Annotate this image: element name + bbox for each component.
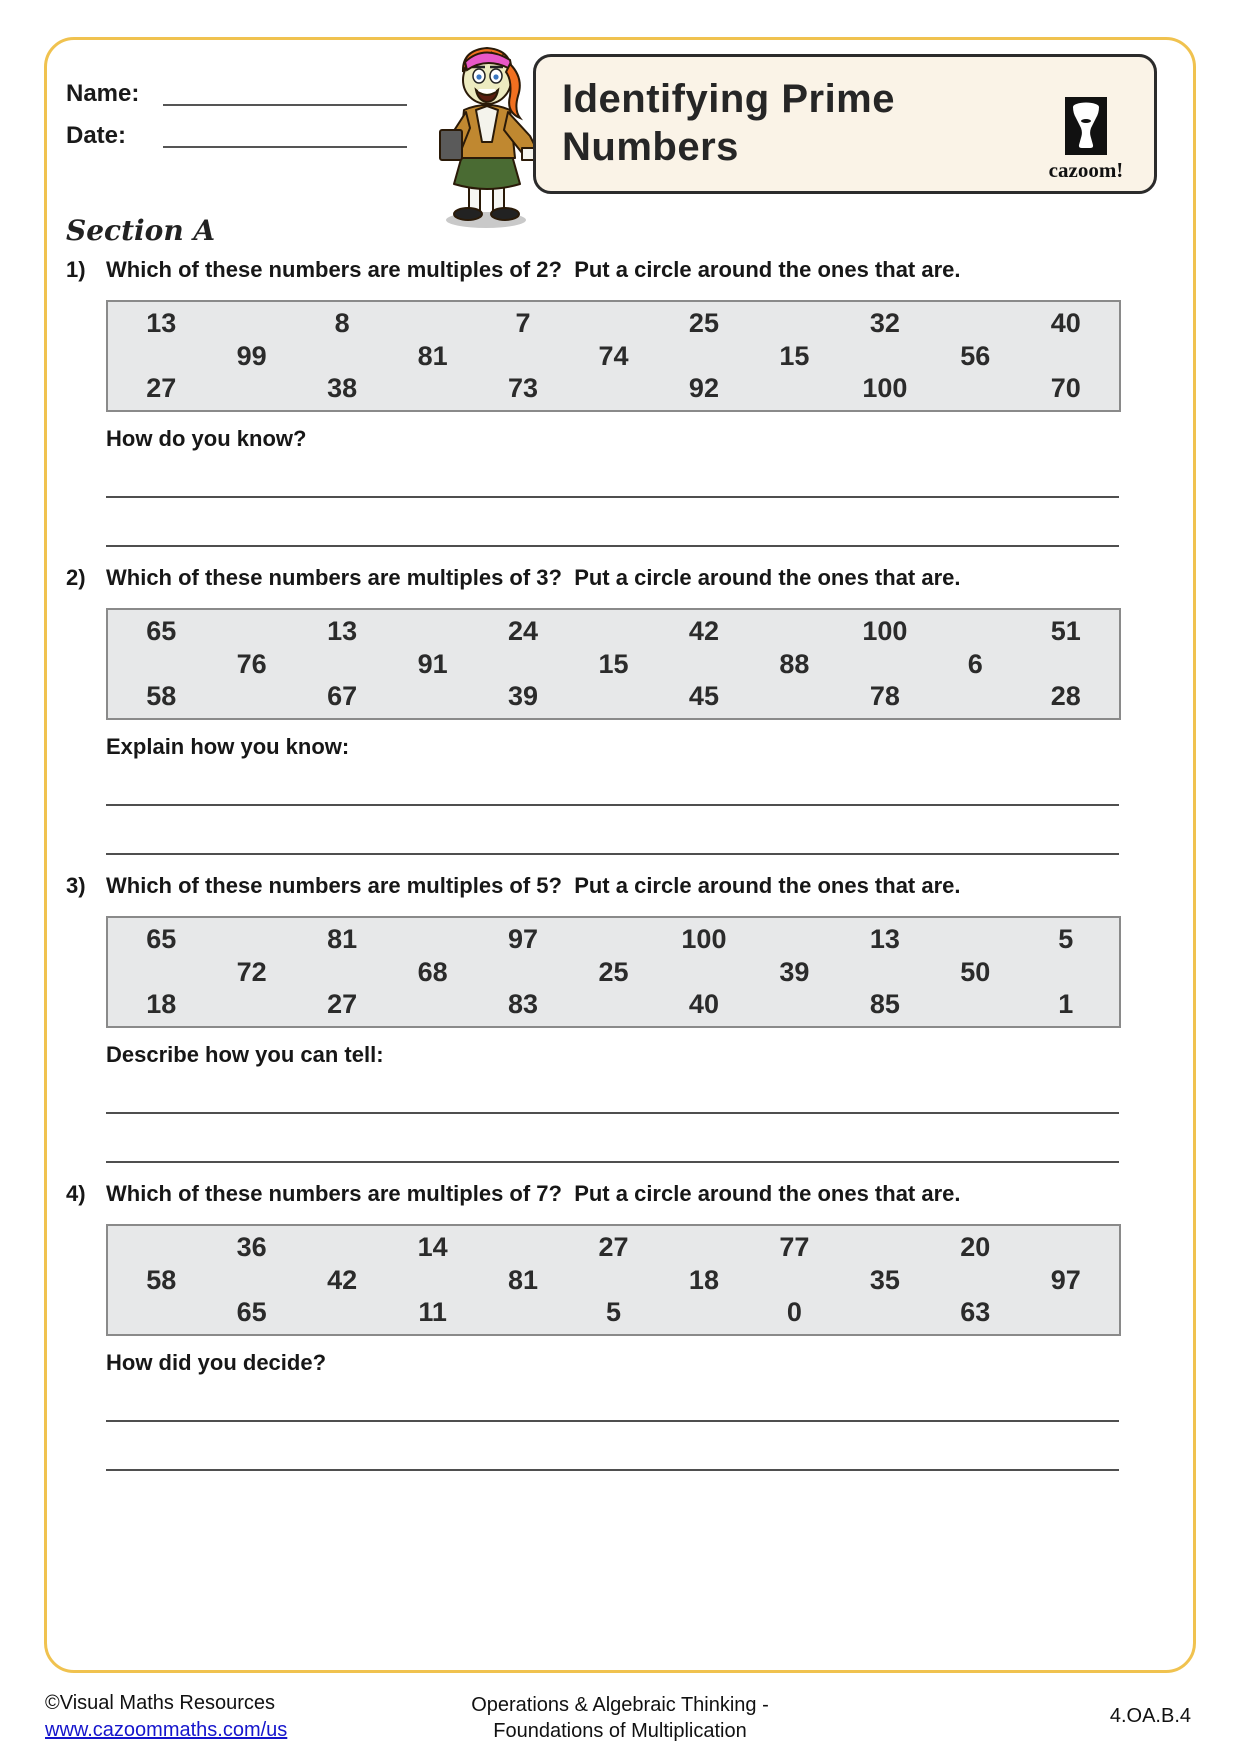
question-2-text xyxy=(66,564,1128,592)
question-1-number-box xyxy=(106,300,1121,412)
number-cell[interactable]: 1 xyxy=(1058,989,1074,1020)
question-number: 4) xyxy=(66,1181,86,1206)
question-3 xyxy=(66,872,1128,1163)
name-label: Name: xyxy=(66,80,140,107)
number-cell[interactable]: 8 xyxy=(334,307,350,338)
number-cell[interactable]: 15 xyxy=(779,340,810,371)
number-cell[interactable]: 7 xyxy=(515,307,531,338)
cazoom-website-link[interactable]: www.cazoommaths.com/us xyxy=(45,1719,288,1741)
number-cell[interactable]: 13 xyxy=(327,615,358,646)
number-cell[interactable]: 78 xyxy=(869,681,900,712)
number-cell[interactable]: 18 xyxy=(146,989,177,1020)
question-2 xyxy=(66,564,1128,855)
number-cell[interactable]: 100 xyxy=(862,615,908,646)
number-cell[interactable]: 25 xyxy=(598,956,629,987)
number-cell[interactable]: 68 xyxy=(417,956,448,987)
number-cell[interactable]: 39 xyxy=(508,681,539,712)
number-cell[interactable]: 20 xyxy=(960,1231,991,1262)
number-cell[interactable]: 28 xyxy=(1050,681,1081,712)
cazoom-logo xyxy=(1038,97,1134,183)
number-cell[interactable]: 36 xyxy=(236,1231,267,1262)
question-3-number-box xyxy=(106,916,1121,1028)
number-cell[interactable]: 74 xyxy=(598,340,629,371)
number-cell[interactable]: 6 xyxy=(967,648,983,679)
standard-code: 4.OA.B.4 xyxy=(1109,1705,1191,1727)
number-cell[interactable]: 97 xyxy=(1050,1264,1081,1295)
number-cell[interactable]: 81 xyxy=(327,923,358,954)
number-cell[interactable]: 58 xyxy=(146,681,177,712)
number-cell[interactable]: 35 xyxy=(869,1264,900,1295)
number-cell[interactable]: 63 xyxy=(960,1297,991,1328)
number-cell[interactable]: 65 xyxy=(236,1297,267,1328)
number-cell[interactable]: 14 xyxy=(417,1231,448,1262)
number-cell[interactable]: 81 xyxy=(417,340,448,371)
number-cell[interactable]: 67 xyxy=(327,681,358,712)
number-cell[interactable]: 97 xyxy=(508,923,539,954)
djembe-drum-icon xyxy=(1065,97,1107,155)
question-statement: Which of these numbers are multiples of 3? Put a circle around the ones that are. xyxy=(106,565,961,590)
number-cell[interactable]: 24 xyxy=(508,615,539,646)
number-cell[interactable]: 73 xyxy=(508,373,539,404)
question-number: 3) xyxy=(66,873,86,898)
number-cell[interactable]: 100 xyxy=(681,923,727,954)
number-cell[interactable]: 18 xyxy=(688,1264,719,1295)
date-field-line[interactable] xyxy=(163,146,407,148)
answer-line[interactable] xyxy=(106,1420,1119,1422)
number-cell[interactable]: 45 xyxy=(688,681,719,712)
question-statement: Which of these numbers are multiples of 5? Put a circle around the ones that are. xyxy=(106,873,961,898)
number-cell[interactable]: 5 xyxy=(1058,923,1074,954)
number-cell[interactable]: 77 xyxy=(779,1231,810,1262)
question-1-prompt: How do you know? xyxy=(106,426,307,451)
number-cell[interactable]: 51 xyxy=(1050,615,1081,646)
number-cell[interactable]: 91 xyxy=(417,648,448,679)
question-1-text xyxy=(66,256,1128,284)
number-cell[interactable]: 25 xyxy=(688,307,719,338)
number-cell[interactable]: 11 xyxy=(418,1297,447,1328)
question-3-text xyxy=(66,872,1128,900)
number-cell[interactable]: 56 xyxy=(960,340,991,371)
number-cell[interactable]: 27 xyxy=(146,373,177,404)
number-cell[interactable]: 42 xyxy=(327,1264,358,1295)
number-cell[interactable]: 0 xyxy=(786,1297,802,1328)
answer-line[interactable] xyxy=(106,853,1119,855)
number-cell[interactable]: 15 xyxy=(598,648,629,679)
number-cell[interactable]: 72 xyxy=(236,956,267,987)
question-4-prompt: How did you decide? xyxy=(106,1350,327,1375)
question-4 xyxy=(66,1180,1128,1471)
number-cell[interactable]: 81 xyxy=(508,1264,539,1295)
question-3-prompt: Describe how you can tell: xyxy=(106,1042,384,1067)
standard-description: Operations & Algebraic Thinking - Foundations of Multiplication xyxy=(471,1694,769,1742)
number-cell[interactable]: 83 xyxy=(508,989,539,1020)
question-1 xyxy=(66,256,1128,547)
number-cell[interactable]: 5 xyxy=(605,1297,621,1328)
number-cell[interactable]: 58 xyxy=(146,1264,177,1295)
number-cell[interactable]: 65 xyxy=(146,615,177,646)
number-cell[interactable]: 92 xyxy=(688,373,719,404)
question-number: 2) xyxy=(66,565,86,590)
question-number: 1) xyxy=(66,257,86,282)
number-cell[interactable]: 88 xyxy=(779,648,810,679)
answer-line[interactable] xyxy=(106,1161,1119,1163)
number-cell[interactable]: 32 xyxy=(869,307,900,338)
question-4-number-box xyxy=(106,1224,1121,1336)
answer-line[interactable] xyxy=(106,1112,1119,1114)
cazoom-logo-text: cazoom! xyxy=(1048,158,1124,182)
title-box xyxy=(533,54,1157,194)
number-cell[interactable]: 99 xyxy=(236,340,267,371)
answer-line[interactable] xyxy=(106,804,1119,806)
number-cell[interactable]: 70 xyxy=(1050,373,1081,404)
question-2-prompt: Explain how you know: xyxy=(106,734,350,759)
number-cell[interactable]: 76 xyxy=(236,648,267,679)
number-cell[interactable]: 85 xyxy=(869,989,900,1020)
copyright-text: ©Visual Maths Resources xyxy=(45,1692,276,1714)
number-cell[interactable]: 65 xyxy=(146,923,177,954)
worksheet-title: Identifying Prime Numbers xyxy=(562,77,895,169)
date-label: Date: xyxy=(66,122,127,149)
number-cell[interactable]: 40 xyxy=(688,989,719,1020)
number-cell[interactable]: 100 xyxy=(862,373,908,404)
question-4-text xyxy=(66,1180,1128,1208)
number-cell[interactable]: 13 xyxy=(146,307,177,338)
section-a-heading: Section A xyxy=(66,214,216,247)
answer-line[interactable] xyxy=(106,545,1119,547)
number-cell[interactable]: 42 xyxy=(688,615,719,646)
number-cell[interactable]: 50 xyxy=(960,956,991,987)
number-cell[interactable]: 27 xyxy=(598,1231,629,1262)
name-field-line[interactable] xyxy=(163,104,407,106)
question-2-number-box xyxy=(106,608,1121,720)
number-cell[interactable]: 40 xyxy=(1050,307,1081,338)
question-statement: Which of these numbers are multiples of 7? Put a circle around the ones that are. xyxy=(106,1181,961,1206)
answer-line[interactable] xyxy=(106,1469,1119,1471)
number-cell[interactable]: 38 xyxy=(327,373,358,404)
question-statement: Which of these numbers are multiples of 2? Put a circle around the ones that are. xyxy=(106,257,961,282)
answer-line[interactable] xyxy=(106,496,1119,498)
number-cell[interactable]: 39 xyxy=(779,956,810,987)
number-cell[interactable]: 13 xyxy=(869,923,900,954)
number-cell[interactable]: 27 xyxy=(327,989,358,1020)
